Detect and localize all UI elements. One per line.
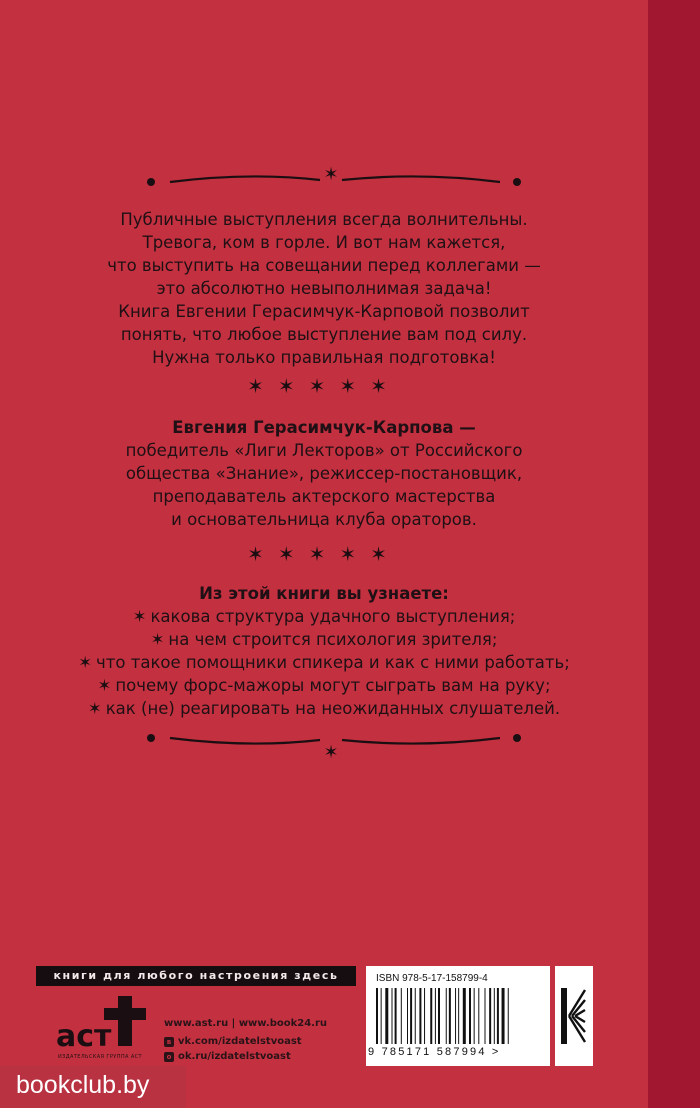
barcode-bar: [508, 988, 509, 1044]
barcode-bar: [497, 988, 499, 1044]
list-heading: Из этой книги вы узнаете:: [199, 584, 449, 603]
text-line: Евгения Герасимчук-Карпова —: [172, 418, 476, 437]
barcode-bar: [407, 988, 408, 1044]
list-item-text: что такое помощники спикера и как с ними работать;: [96, 653, 570, 672]
barcode-bar: [458, 988, 459, 1044]
kompas-logo-icon: [555, 966, 593, 1066]
star-bullet-icon: ✶: [87, 699, 102, 718]
barcode-panel: [366, 966, 550, 1066]
list-item-text: какова структура удачного выступления;: [150, 607, 516, 626]
website-links[interactable]: www.ast.ru | www.book24.ru: [164, 1018, 328, 1029]
barcode-digits: 9 785171 587994 >: [368, 1046, 501, 1058]
bottom-flourish-icon: [0, 724, 648, 764]
star-bullet-icon: ✶: [132, 607, 147, 626]
text-line: что выступить на совещании перед коллегами —: [107, 256, 541, 275]
text-line: общества «Знание», режиссер-постановщик,: [125, 464, 523, 483]
ok-icon: о: [164, 1052, 174, 1062]
text-line: Публичные выступления всегда волнительны.: [120, 210, 528, 229]
vk-link[interactable]: vk.com/izdatelstvoast: [178, 1036, 302, 1047]
text-line: Книга Евгении Герасимчук-Карповой позволит: [118, 302, 530, 321]
ok-link[interactable]: ok.ru/izdatelstvoast: [178, 1051, 291, 1062]
benefits-list: [0, 582, 648, 720]
list-item: [0, 605, 648, 628]
barcode-bar: [415, 988, 416, 1044]
barcode-bar: [463, 988, 466, 1044]
barcode-bar: [455, 988, 456, 1044]
barcode-bar: [385, 988, 388, 1044]
barcode-bar: [485, 988, 486, 1044]
separator-stars-icon: ✶✶✶✶✶: [247, 374, 401, 398]
tagline-banner: книги для любого настроения здесь: [36, 966, 356, 986]
text-line: понять, что любое выступление вам под силу.: [120, 325, 528, 344]
text-line: и основательница клуба ораторов.: [171, 510, 477, 529]
intro-paragraph: [0, 208, 648, 369]
star-bullet-icon: ✶: [150, 630, 165, 649]
barcode-bar: [446, 988, 447, 1044]
barcode-bar: [474, 988, 475, 1044]
barcode-bar: [381, 988, 382, 1044]
barcode-bar: [449, 988, 451, 1044]
svg-text:аст: аст: [56, 1019, 112, 1054]
barcode-bar: [395, 988, 397, 1044]
list-item: [0, 651, 648, 674]
list-item-text: почему форс-мажоры могут сыграть вам на руку;: [115, 676, 551, 695]
star-bullet-icon: ✶: [78, 653, 93, 672]
vk-icon: в: [164, 1037, 174, 1047]
barcode-bar: [430, 988, 432, 1044]
separator-stars-icon: ✶✶✶✶✶: [247, 542, 401, 566]
barcode-bar: [401, 988, 402, 1044]
barcode-icon: [372, 988, 544, 1048]
list-item-text: на чем строится психология зрителя;: [168, 630, 498, 649]
barcode-bar: [502, 988, 505, 1044]
publisher-caption: ИЗДАТЕЛЬСКАЯ ГРУППА АСТ: [57, 1054, 142, 1060]
book-spine: [648, 0, 700, 1108]
list-item: [0, 697, 648, 720]
barcode-bar: [419, 988, 421, 1044]
list-item: [0, 674, 648, 697]
isbn-number: ISBN 978-5-17-158799-4: [376, 973, 488, 984]
barcode-bar: [392, 988, 393, 1044]
text-line: преподаватель актерского мастерства: [152, 487, 496, 506]
barcode-bar: [376, 988, 378, 1044]
text-line: это абсолютно невыполнимая задача!: [156, 279, 492, 298]
barcode-bar: [469, 988, 471, 1044]
barcode-bar: [435, 988, 436, 1044]
barcode-bar: [438, 988, 440, 1044]
barcode-bar: [424, 988, 425, 1044]
barcode-bar: [410, 988, 412, 1044]
author-paragraph: [0, 416, 648, 531]
barcode-bar: [478, 988, 479, 1044]
svg-text:✶: ✶: [323, 742, 339, 763]
text-line: Тревога, ком в горле. И вот нам кажется,: [142, 233, 506, 252]
barcode-bar: [489, 988, 491, 1044]
text-line: Нужна только правильная подготовка!: [152, 348, 496, 367]
barcode-bar: [494, 988, 495, 1044]
text-line: победитель «Лиги Лекторов» от Российского: [125, 441, 523, 460]
svg-text:✶: ✶: [323, 164, 339, 185]
star-bullet-icon: ✶: [97, 676, 112, 695]
ast-logo-icon: [36, 992, 162, 1072]
watermark-text: bookclub.by: [16, 1071, 150, 1099]
list-item: [0, 628, 648, 651]
list-item-text: как (не) реагировать на неожиданных слушателей.: [105, 699, 561, 718]
top-flourish-icon: [0, 160, 648, 200]
